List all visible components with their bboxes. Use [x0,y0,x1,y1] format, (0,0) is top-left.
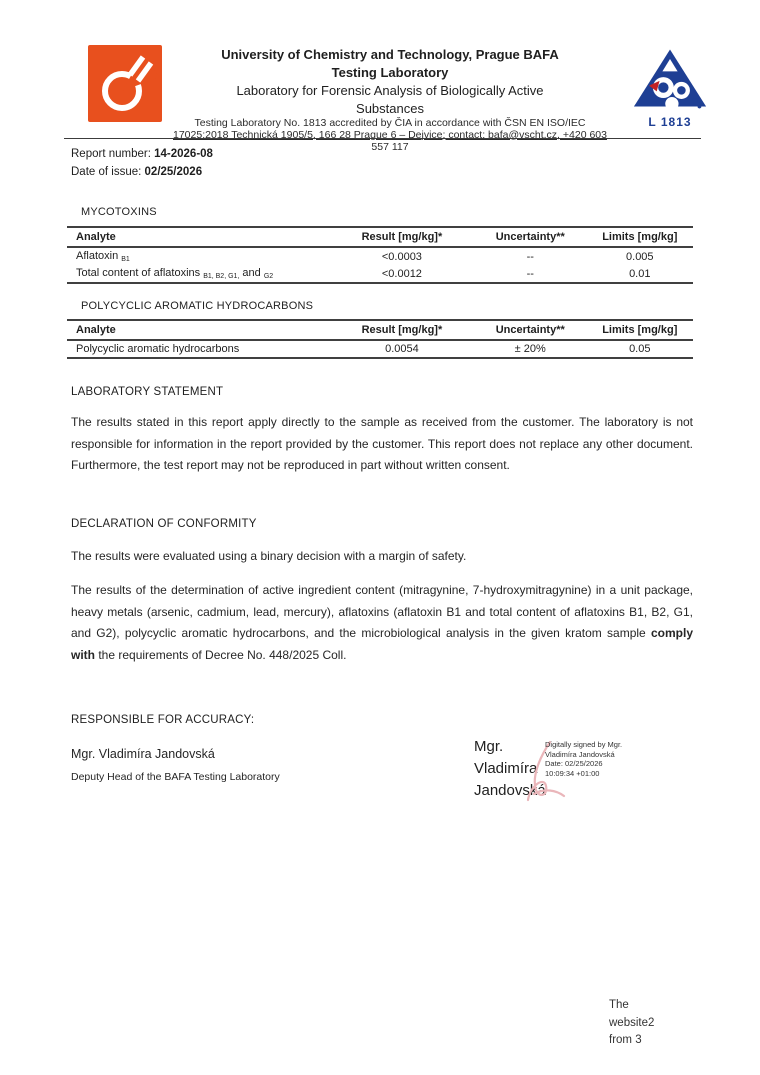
cia-triangle-icon [632,47,708,111]
pah-table [67,319,693,359]
report-number-value: 14-2026-08 [154,148,213,160]
page-footer [609,997,654,1050]
col-uncertainty: Uncertainty** [474,227,587,247]
cia-mark-label: L 1813 [648,115,692,129]
footer-line2: website2 [609,1016,655,1029]
mycotoxins-section-title: MYCOTOXINS [81,206,157,218]
date-of-issue-label: Date of issue: [71,166,142,178]
subscript: B1 [121,256,130,263]
report-number-label: Report number: [71,148,151,160]
responsible-heading: RESPONSIBLE FOR ACCURACY: [71,714,255,726]
col-limits: Limits [mg/kg] [587,227,693,247]
pah-section-title: POLYCYCLIC AROMATIC HYDROCARBONS [81,300,314,312]
accreditation-line1: Testing Laboratory No. 1813 accredited by ČIA in accordance with ČSN EN ISO/IEC [194,117,586,129]
limit-cell: 0.05 [629,343,651,355]
date-of-issue-value: 02/25/2026 [144,166,203,178]
org-title-line2: Testing Laboratory [331,65,449,80]
uncertainty-cell: -- [526,250,534,263]
date-of-issue-row [71,163,213,181]
col-result: Result [mg/kg]* [330,227,474,247]
uncertainty-cell: -- [526,267,534,280]
comply-with-emphasis: comply with [71,626,693,662]
signature-details: Digitally signed by Mgr. Vladimíra Jandovská Date: 02/25/2026 10:09:34 +01:00 [545,740,623,778]
signature-display-name: Mgr. Vladimíra Jandovská [474,738,546,799]
limit-cell: 0.005 [626,250,654,263]
col-analyte: Analyte [67,227,330,247]
accreditation-line2: 17025:2018 Technická 1905/5, 166 28 Prague 6 – Dejvice; contact: bafa@vscht.cz, +420 603 [173,128,607,141]
report-number-row [71,145,213,163]
col-result: Result [mg/kg]* [330,320,474,340]
table-row [67,265,693,283]
declaration-heading: DECLARATION OF CONFORMITY [71,518,257,530]
declaration-paragraph-1: The results were evaluated using a binary decision with a margin of safety. [71,549,467,563]
analyte-cell: Total content of aflatoxins $_{B1, B2, G1,}$ and $_{G2}$ [76,267,274,280]
mycotoxins-header-row [67,227,693,247]
report-meta [71,145,213,181]
declaration-paragraph-2: The results of the determination of active ingredient content (mitragynine, 7-hydroxymitragynine) in a unit package, heavy metals (arsenic, cadmium, lead, mercury), aflatoxins (aflatoxin B1 and total content of aflatoxins B1, B2, G1, and G2), polycyclic aromatic hydrocarbons, and the microbiological analysis in the given kratom sample comply with the requirements of Decree No. 448/2025 Coll. [71,583,693,662]
result-cell: <0.0003 [381,250,422,263]
dept-line1: Laboratory for Forensic Analysis of Biologically Active [236,83,544,98]
col-analyte: Analyte [67,320,330,340]
table-row [67,247,693,265]
subscript: G2 [263,273,274,280]
mycotoxins-table [67,226,693,284]
laboratory-statement-body: The results stated in this report apply directly to the sample as received from the customer. The laboratory is not responsible for information in the report provided by the customer. This report does not replace any other document. Furthermore, the test report may not be reproduced in part without written consent. [71,415,693,472]
pah-header-row [67,320,693,340]
report-header [168,46,612,141]
org-title-line1: University of Chemistry and Technology, Prague BAFA [221,47,559,62]
responsible-name: Mgr. Vladimíra Jandovská [71,747,215,761]
header-divider [64,138,701,139]
result-cell: 0.0054 [385,343,419,355]
subscript: B1, B2, G1, [203,273,240,280]
table-row [67,340,693,358]
result-cell: <0.0012 [381,267,422,280]
laboratory-statement-heading: LABORATORY STATEMENT [71,386,224,398]
col-limits: Limits [mg/kg] [587,320,693,340]
analyte-cell: Aflatoxin $_{B1}$ [76,250,130,263]
uct-prague-logo-icon [88,45,162,122]
dept-line2: Substances [356,101,424,116]
cia-accreditation-logo [632,47,708,129]
col-uncertainty: Uncertainty** [474,320,587,340]
accreditation-line3: 557 117 [371,141,409,153]
limit-cell: 0.01 [629,267,651,280]
analyte-cell: Polycyclic aromatic hydrocarbons [76,343,240,355]
footer-line1: The [609,999,629,1011]
footer-line3: from 3 [609,1034,642,1046]
uncertainty-cell: ± 20% [514,343,546,355]
responsible-title: Deputy Head of the BAFA Testing Laboratory [71,771,280,783]
